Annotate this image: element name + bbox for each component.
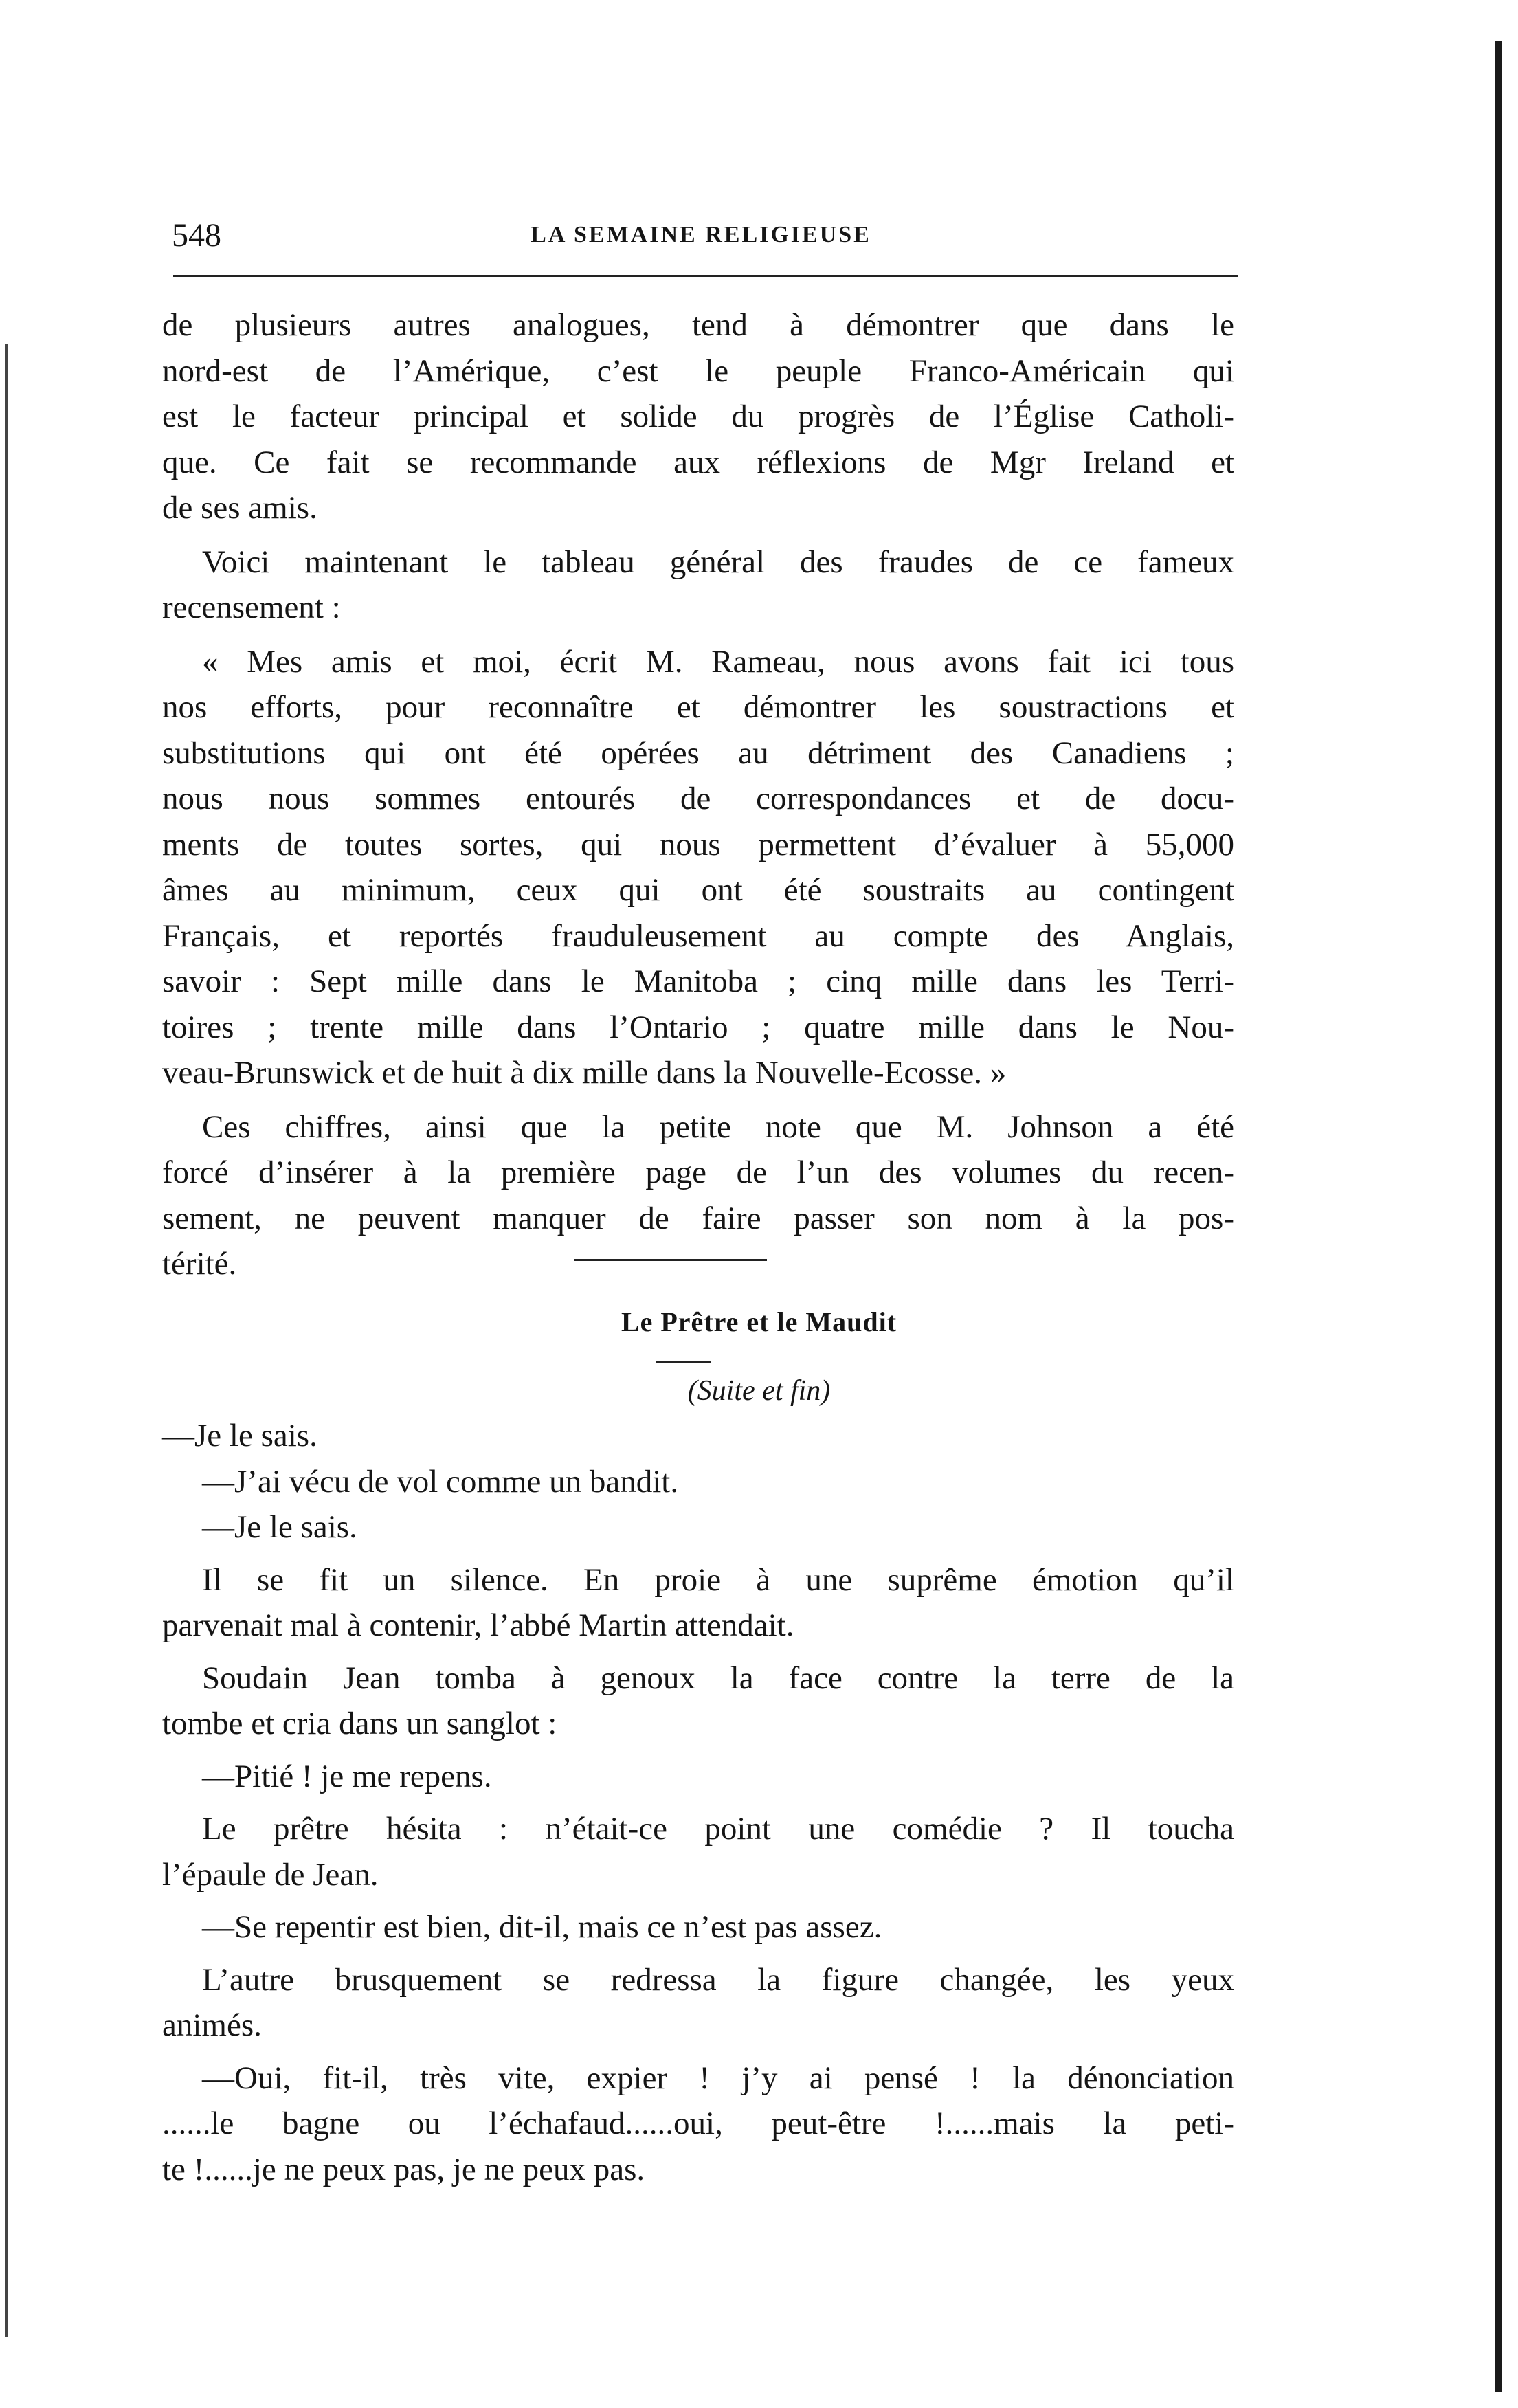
text-line: nos efforts, pour reconnaître et démontrer les soustractions et [162,689,1234,725]
section-separator [574,1259,767,1261]
text-line: veau-Brunswick et de huit à dix mille dans la Nouvelle-Ecosse. » [162,1055,1007,1091]
text-line: de plusieurs autres analogues, tend à démontrer que dans le [162,307,1234,343]
text-line: âmes au minimum, ceux qui ont été soustraits au contingent [162,872,1234,908]
text-line: sement, ne peuvent manquer de faire passer son nom à la pos- [162,1200,1234,1236]
paragraph-2 [162,539,1234,631]
paragraph-9 [162,2055,1234,2193]
text-line: —Je le sais. [162,1418,317,1453]
page-number: 548 [172,217,221,254]
page-edge-shadow [1495,41,1502,2392]
running-title: LA SEMAINE RELIGIEUSE [531,222,871,247]
text-line: te !......je ne peux pas, je ne peux pas. [162,2151,645,2187]
text-line: —Oui, fit-il, très vite, expier ! j’y ai pensé ! la dénonciation [202,2060,1234,2096]
paragraph-8 [162,1957,1234,2049]
paragraph-7 [162,1806,1234,1897]
text-line: —Se repentir est bien, dit-il, mais ce n’est pas assez. [202,1909,882,1945]
dialogue-line [162,1754,1234,1800]
text-line: que. Ce fait se recommande aux réflexions de Mgr Ireland et [162,444,1234,480]
title-rule [656,1361,711,1363]
text-line: térité. [162,1246,237,1282]
text-line: ......le bagne ou l’échafaud......oui, peut-être !......mais la peti- [162,2106,1234,2141]
text-line: savoir : Sept mille dans le Manitoba ; cinq mille dans les Terri- [162,963,1234,999]
body-text-part2 [162,1413,1234,2192]
text-line: Français, et reportés frauduleusement au compte des Anglais, [162,917,1234,954]
dialogue-line [162,1904,1234,1950]
text-line: substitutions qui ont été opérées au détriment des Canadiens ; [162,735,1234,771]
dialogue-line [162,1504,1234,1550]
text-line: toires ; trente mille dans l’Ontario ; quatre mille dans le Nou- [162,1009,1234,1045]
page-header [158,216,1244,258]
text-line: L’autre brusquement se redressa la figure changée, les yeux [202,1961,1234,1998]
text-line: Le prêtre hésita : n’était-ce point une comédie ? Il toucha [202,1811,1234,1847]
page-edge-left [5,344,8,2337]
dialogue-line [162,1459,1234,1505]
dialogue-line [162,1413,1234,1459]
paragraph-6 [162,1656,1234,1747]
text-line: l’épaule de Jean. [162,1856,379,1893]
text-line: Ces chiffres, ainsi que la petite note que M. Johnson a été [202,1108,1234,1145]
text-line: ments de toutes sortes, qui nous permettent d’évaluer à 55,000 [162,826,1234,862]
text-line: nord-est de l’Amérique, c’est le peuple Franco-Américain qui [162,353,1234,389]
text-line: forcé d’insérer à la première page de l’un des volumes du recen- [162,1155,1234,1190]
text-line: tombe et cria dans un sanglot : [162,1706,557,1741]
text-line: —Pitié ! je me repens. [202,1758,492,1794]
text-line: de ses amis. [162,490,317,526]
paragraph-5 [162,1557,1234,1649]
paragraph-1 [162,302,1234,531]
body-text-part1 [162,302,1234,1287]
text-line: Il se fit un silence. En proie à une suprême émotion qu’il [202,1561,1234,1598]
text-line: —J’ai vécu de vol comme un bandit. [202,1463,679,1500]
text-line: est le facteur principal et solide du progrès de l’Église Catholi- [162,399,1234,434]
text-line: Soudain Jean tomba à genoux la face contre la terre de la [202,1660,1234,1696]
text-line: Voici maintenant le tableau général des fraudes de ce fameux [202,544,1234,580]
section-subtitle: (Suite et fin) [687,1375,831,1407]
header-rule [173,275,1238,277]
text-line: parvenait mal à contenir, l’abbé Martin attendait. [162,1607,794,1643]
text-line: recensement : [162,590,341,625]
section-title: Le Prêtre et le Maudit [621,1306,897,1337]
text-line: « Mes amis et moi, écrit M. Rameau, nous avons fait ici tous [202,643,1234,680]
text-line: animés. [162,2007,262,2043]
text-line: nous nous sommes entourés de correspondances et de docu- [162,781,1234,816]
paragraph-3-quote [162,639,1234,1096]
text-line: —Je le sais. [202,1509,357,1545]
